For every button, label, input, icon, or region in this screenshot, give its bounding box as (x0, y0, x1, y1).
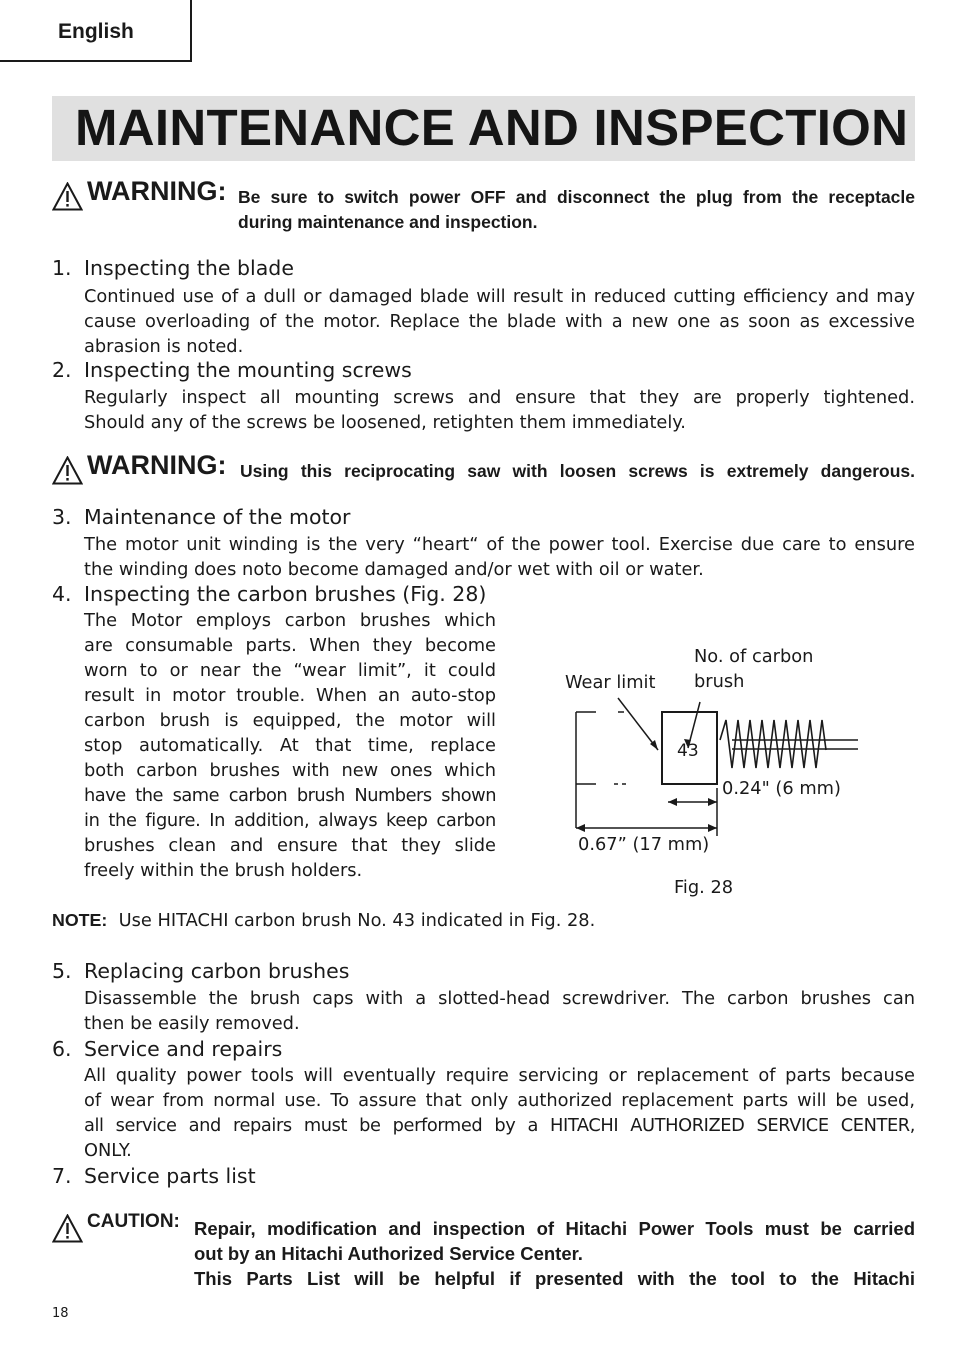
warning-label: WARNING: (87, 176, 227, 206)
language-label: English (58, 20, 134, 43)
body-line: Continued use of a dull or damaged blade will result in reduced cutting efficiency and may (84, 286, 915, 307)
body-line: in the figure. In addition, always keep carbon (84, 810, 496, 831)
caution-text-line: This Parts List will be helpful if presented with the tool to the Hitachi (194, 1268, 915, 1289)
body-line: cause overloading of the motor. Replace the blade with a new one as soon as excessive (84, 311, 915, 332)
brush-number: 43 (677, 741, 699, 761)
body-line: then be easily removed. (84, 1013, 300, 1034)
warning-label: WARNING: (87, 450, 227, 480)
note (52, 910, 595, 931)
section-number: 5. (52, 959, 72, 983)
section-title: Inspecting the mounting screws (84, 358, 412, 382)
body-line: The Motor employs carbon brushes which (84, 610, 496, 631)
body-line: result in motor trouble. When an auto-stop (84, 685, 496, 706)
section-body-1 (84, 284, 915, 359)
section-title: Maintenance of the motor (84, 505, 351, 529)
section-title: Inspecting the blade (84, 256, 294, 280)
section-number: 1. (52, 256, 72, 280)
body-line: both carbon brushes with new ones which (84, 760, 496, 781)
dimension-small: 0.24" (6 mm) (722, 778, 841, 799)
caution-text-line: Repair, modification and inspection of Hitachi Power Tools must be carried (194, 1218, 915, 1239)
body-line: worn to or near the “wear limit”, it could (84, 660, 496, 681)
body-line: are consumable parts. When they become (84, 635, 496, 656)
figure-caption: Fig. 28 (674, 877, 734, 898)
section-title: Service and repairs (84, 1037, 283, 1061)
warning-triangle-icon (52, 456, 83, 485)
body-line: have the same carbon brush Numbers shown (84, 785, 496, 806)
title-bar (52, 96, 915, 161)
language-tab (0, 0, 192, 62)
warning-text-line: during maintenance and inspection. (238, 212, 538, 232)
section-body-6 (84, 1063, 915, 1163)
page-number: 18 (52, 1306, 69, 1321)
caution-label: CAUTION: (87, 1211, 180, 1232)
carbon-number-label-line2: brush (694, 671, 745, 692)
caution-text (194, 1216, 915, 1291)
page-title: MAINTENANCE AND INSPECTION (75, 99, 909, 156)
body-line: stop automatically. At that time, replace (84, 735, 496, 756)
body-line: abrasion is noted. (84, 336, 244, 357)
dimension-large: 0.67” (17 mm) (578, 834, 710, 855)
body-line: carbon brush is equipped, the motor will (84, 710, 496, 731)
section-body-4 (84, 608, 496, 883)
warning-triangle-icon (52, 182, 83, 211)
section-number: 7. (52, 1164, 72, 1188)
section-body-5 (84, 986, 915, 1036)
note-text: Use HITACHI carbon brush No. 43 indicated in Fig. 28. (118, 910, 596, 931)
warning-text: Using this reciprocating saw with loosen screws is extremely dangerous. (240, 461, 915, 481)
body-line: Regularly inspect all mounting screws and ensure that they are properly tightened. (84, 387, 915, 408)
warning-text-line: Be sure to switch power OFF and disconnect the plug from the receptacle (238, 187, 915, 207)
body-line: The motor unit winding is the very “heart“ of the power tool. Exercise due care to ensure (84, 534, 915, 555)
note-label: NOTE: (52, 910, 108, 930)
section-title: Inspecting the carbon brushes (Fig. 28) (84, 582, 487, 606)
section-title: Replacing carbon brushes (84, 959, 350, 983)
body-line: brushes clean and ensure that they slide (84, 835, 496, 856)
section-body-3 (84, 532, 915, 582)
section-body-2 (84, 385, 915, 435)
section-number: 3. (52, 505, 72, 529)
section-number: 2. (52, 358, 72, 382)
body-line: freely within the brush holders. (84, 860, 363, 881)
caution-triangle-icon (52, 1214, 83, 1243)
warning-text (238, 185, 915, 235)
section-title: Service parts list (84, 1164, 256, 1188)
figure-carbon-brush (560, 640, 880, 910)
wear-limit-label: Wear limit (565, 672, 656, 693)
section-number: 4. (52, 582, 72, 606)
body-line: the winding does noto become damaged and/or wet with oil or water. (84, 559, 704, 580)
carbon-number-label: No. of carbon (694, 646, 814, 667)
body-line: ONLY. (84, 1140, 132, 1161)
body-line: All quality power tools will eventually require servicing or replacement of parts because (84, 1065, 915, 1086)
body-line: of wear from normal use. To assure that only authorized replacement parts will be used, (84, 1090, 915, 1111)
body-line: Should any of the screws be loosened, retighten them immediately. (84, 412, 686, 433)
caution-text-line: out by an Hitachi Authorized Service Center. (194, 1243, 583, 1264)
body-line: all service and repairs must be performed by a HITACHI AUTHORIZED SERVICE CENTER, (84, 1115, 915, 1136)
section-number: 6. (52, 1037, 72, 1061)
body-line: Disassemble the brush caps with a slotted-head screwdriver. The carbon brushes can (84, 988, 915, 1009)
